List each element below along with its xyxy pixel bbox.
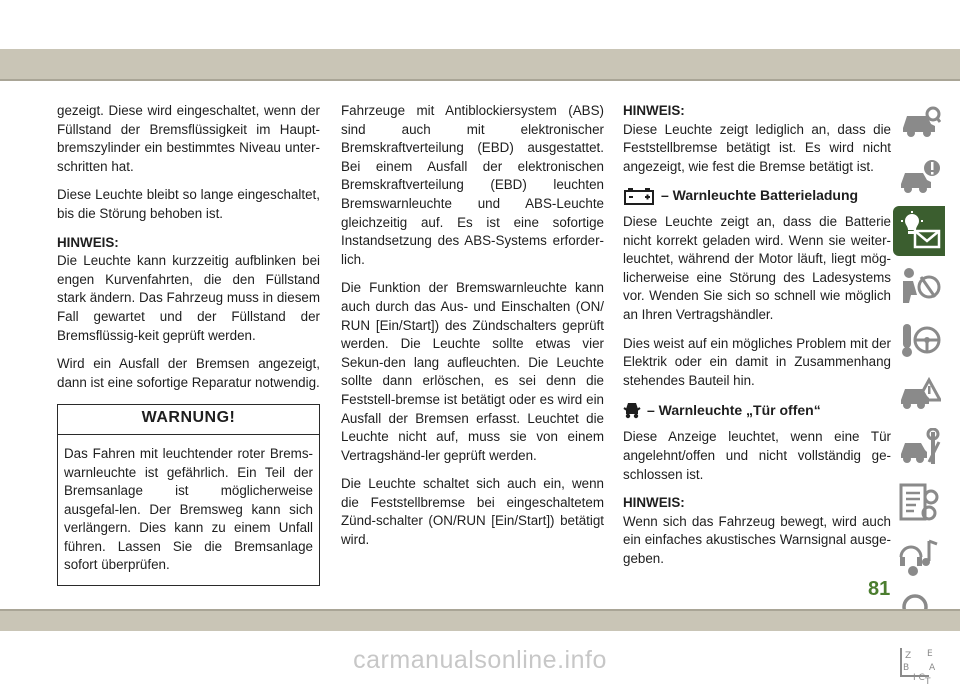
page-number: 81 [868,578,891,600]
tab-car-info[interactable] [893,151,945,201]
paragraph: Dies weist auf ein mögliches Problem mit der Elektrik oder ein damit in Zusammenhang stehendes Bauteil hin. [623,335,891,388]
warning-text: Das Fahren mit leuchtender roter Brems-warnleuchte ist gefährlich. Ein Teil der Bremsanlage ist möglicherweise ausgefal-len. Der Bremsweg kann sich verlängern. Dies kann zu einem Unfall führen. Lassen Sie die Bremsanlage sofort überprüfen. [64,445,313,573]
svg-text:A: A [929,662,936,673]
tab-specifications[interactable] [893,478,945,528]
door-section-heading [623,400,891,420]
paragraph: Die Funktion der Bremswarnleuchte kann auch durch das Aus- und Einschalten (ON/ RUN [Ein/Start]) des Zündschalters geprüft werden. Die Leuchte sollte etwas vier Sekun-den lang aufleuchten. Die Leuchte sollte dann erlöschen, es sei denn die Feststell-bremse ist betätigt oder es wird ein Ausfall der Bremsen erfasst. Leuchtet die Leuchte nicht auf, muss sie von einem Vertragshänd-ler geprüft werden. [341,280,604,463]
note-text: Wenn sich das Fahrzeug bewegt, wird auch ein einfaches akustisches Warnsignal ausge-geben. [623,513,891,566]
tab-multimedia[interactable] [893,532,945,582]
warning-lights-icon [899,211,941,251]
paragraph: Diese Leuchte bleibt so lange eingeschaltet, bis die Störung behoben ist. [57,187,320,221]
column-middle [341,102,604,560]
emergency-icon [899,374,941,414]
service-icon [899,428,941,468]
warning-box [57,404,320,586]
paragraph: Diese Leuchte zeigt an, dass die Batterie nicht korrekt geladen wird. Wenn sie weiter-leuchtet, während der Motor läuft, liegt mög-licherweise eine Störung des Ladesystems vor. Wenden Sie sich so schnell wie möglich an Ihren Vertragshändler. [623,213,891,322]
tab-service[interactable] [893,423,945,473]
specifications-icon [899,483,941,523]
note-heading: HINWEIS: [623,103,685,118]
svg-text:T: T [925,676,931,687]
svg-text:E: E [927,648,933,659]
watermark: carmanualsonline.info [353,646,607,674]
column-right [623,102,891,578]
tab-car-overview[interactable] [893,97,945,147]
note-text: Die Leuchte kann kurzzeitig aufblinken bei engen Kurvenfahrten, die den Füllstand stark ändern. Das Fahrzeug muss in diesem Fall gewartet und der Füllstand der Bremsflüssig-keit geprüft werden. [57,253,320,343]
tab-safety[interactable] [893,260,945,310]
top-band-line [0,79,960,81]
paragraph: Diese Anzeige leuchtet, wenn eine Tür angelehnt/offen und nicht vollständig ge-schlossen ist. [623,429,891,482]
tab-emergency[interactable] [893,369,945,419]
chapter-tabs [893,97,945,695]
paragraph: gezeigt. Diese wird eingeschaltet, wenn der Füllstand der Bremsflüssigkeit im Haupt-bremszylinder ein bestimmtes Niveau unter-schritten hat. [57,103,320,174]
svg-text:I C: I C [913,672,925,683]
battery-icon [623,187,655,205]
tab-starting-driving[interactable] [893,315,945,365]
note-heading: HINWEIS: [623,495,685,511]
warning-title: WARNUNG! [58,405,319,435]
tab-warning-lights[interactable] [893,206,945,256]
top-band [0,49,960,79]
starting-driving-icon [899,320,941,360]
multimedia-icon [899,537,941,577]
paragraph: Die Leuchte schaltet sich auch ein, wenn die Feststellbremse bei eingeschaltetem Zünd-schalter (ON/RUN [Ein/Start]) betätigt wird. [341,476,604,548]
door-open-icon [623,400,641,420]
svg-text:Z: Z [905,650,912,661]
paragraph: Wird ein Ausfall der Bremsen angezeigt, dann ist eine sofortige Reparatur notwendig. [57,356,320,390]
column-left [57,102,320,586]
battery-heading-text: – Warnleuchte Batterieladung [661,187,859,204]
note-heading: HINWEIS: [57,234,119,250]
car-info-icon [899,156,941,196]
note-text: Diese Leuchte zeigt lediglich an, dass die Feststellbremse betätigt ist. Es wird nicht angezeigt, wie fest die Bremse betätigt ist. [623,121,891,174]
paragraph: Fahrzeuge mit Antiblockiersystem (ABS) sind auch mit elektronischer Bremskraftverteilung (EBD) ausgestattet. Bei einem Ausfall der elektronischen Bremskraftverteilung (EBD) leuchten Bremswarnleuchte und ABS-Leuchte gleichzeitig auf. Es ist eine sofortige Instandsetzung des ABS-Systems erforder-lich. [341,103,604,267]
safety-icon [899,265,941,305]
bottom-band [0,611,960,631]
svg-text:B: B [903,662,910,673]
battery-section-heading [623,186,891,205]
door-heading-text: – Warnleuchte „Tür offen“ [647,402,821,419]
car-overview-icon [899,102,941,142]
